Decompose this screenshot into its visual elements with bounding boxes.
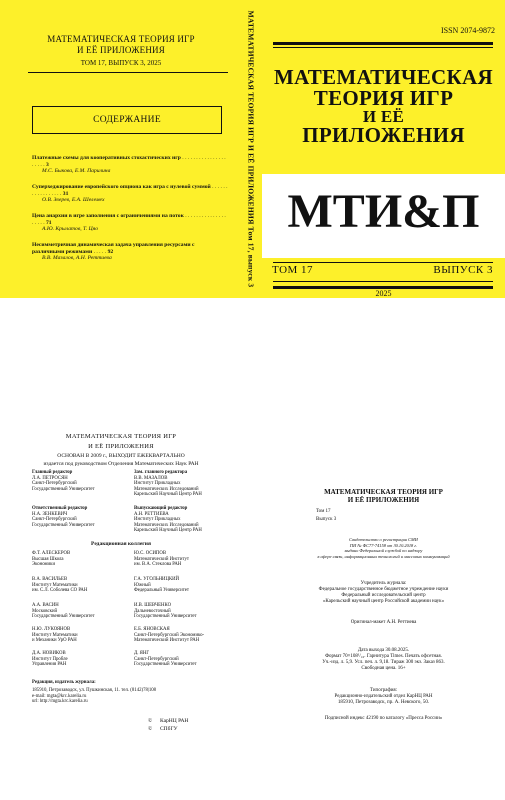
board-line: Санкт-Петербургский bbox=[134, 656, 179, 662]
board-line: Д. ЯНГ bbox=[134, 651, 150, 656]
subscription-index: Подписной индекс 42190 по каталогу «Пресса России» bbox=[324, 716, 443, 721]
editor-line: Математических Исследований bbox=[134, 486, 199, 492]
registration-line: выдано Федеральной службой по надзору bbox=[344, 548, 423, 554]
board-member bbox=[32, 603, 127, 620]
registration-block bbox=[262, 537, 505, 559]
divider bbox=[273, 281, 493, 282]
editor-line: А.Н. РЕТТИЕВА bbox=[134, 511, 169, 517]
editor-line: Институт Прикладных bbox=[134, 517, 181, 523]
founder-line: «Карельский научный центр Российской академии наук» bbox=[322, 599, 445, 604]
url-link[interactable]: url: http://mgta.krc.karelia.ru bbox=[32, 699, 88, 705]
board-member bbox=[134, 651, 234, 668]
board-member bbox=[32, 577, 127, 594]
editor-line: Математических Исследований bbox=[134, 522, 199, 528]
editor-role: Ответственный редактор bbox=[32, 506, 88, 511]
publication-year: 2025 bbox=[375, 289, 392, 298]
board-line: Математический Институт bbox=[134, 556, 189, 562]
back-cover-title-1: МАТЕМАТИЧЕСКАЯ ТЕОРИЯ ИГР bbox=[47, 34, 195, 44]
address-heading: Редакция, издатель журнала: bbox=[32, 680, 96, 685]
imprint-title-2: И ЕЁ ПРИЛОЖЕНИЯ bbox=[347, 496, 420, 504]
back-cover-title-2: И ЕЁ ПРИЛОЖЕНИЯ bbox=[77, 45, 165, 55]
toc-page: 3 bbox=[45, 161, 49, 168]
copyright-1 bbox=[148, 718, 188, 725]
cover-title-3: И ЕЁ bbox=[362, 107, 405, 126]
registration-line: Свидетельство о регистрации СМИ bbox=[349, 537, 418, 542]
registration-line: ПИ № ФС77-74158 от 30.10.2018 г. bbox=[349, 542, 418, 548]
contents-heading: СОДЕРЖАНИЕ bbox=[32, 106, 222, 134]
address-line: 185910, Петрозаводск, ул. Пушкинская, 11. тел. (8142)78|108 bbox=[32, 688, 157, 693]
board-member bbox=[134, 551, 234, 568]
address-block bbox=[32, 688, 232, 705]
board-line: Институт Математики bbox=[32, 582, 78, 588]
copyright-holder: КарНЦ РАН bbox=[160, 718, 189, 724]
editor-line: Санкт-Петербургский bbox=[32, 517, 77, 523]
board-line: Институт Пробле bbox=[32, 656, 68, 662]
cover-volume: ТОМ 17 bbox=[272, 264, 314, 276]
divider bbox=[273, 47, 493, 48]
board-line: Г.А. УГОЛЬНИЦКИЙ bbox=[134, 577, 180, 582]
editor-line: Карельский Научный Центр РАН bbox=[134, 492, 202, 498]
inner-title-1: МАТЕМАТИЧЕСКАЯ ТЕОРИЯ ИГР bbox=[65, 433, 177, 440]
board-member bbox=[32, 627, 127, 644]
founder-block bbox=[262, 581, 505, 605]
print-line: Дата выхода 30.08.2025. bbox=[357, 648, 410, 653]
board-line: Экономики bbox=[32, 562, 56, 568]
copyright-2 bbox=[148, 726, 178, 733]
board-line: И.В. ШЕВЧЕНКО bbox=[134, 603, 172, 608]
board-line: Государственный Университет bbox=[134, 662, 197, 668]
print-line: Уч.-изд. л. 5,9. Усл. печ. л. 9,18. Тираж 300 экз. Заказ 863. bbox=[322, 660, 445, 665]
board-heading: Редакционная коллегия bbox=[91, 541, 151, 547]
printer-line: Редакционно-издательский отдел КарНЦ РАН bbox=[334, 694, 433, 699]
cover-title-1: МАТЕМАТИЧЕСКАЯ bbox=[274, 65, 493, 89]
board-line: им. В.А. Стеклова РАН bbox=[134, 562, 182, 568]
journal-logo: МТИ&П bbox=[287, 185, 480, 238]
founder-line: Федеральное государственное бюджетное учреждение науки bbox=[318, 587, 449, 592]
board-line: Институт Математики bbox=[32, 632, 78, 638]
toc-page: 71 bbox=[45, 219, 52, 226]
print-line: Формат 70×108¹/₁₆. Гарнитура Times. Печать офсетная. bbox=[325, 654, 442, 659]
editor-role: Выпускающий редактор bbox=[134, 506, 188, 511]
toc-title: Несимметричная динамическая задача управления ресурсами с различными режимами bbox=[32, 242, 195, 255]
board-line: Южный bbox=[134, 582, 151, 588]
editor-line: Л.А. ПЕТРОСЯН bbox=[32, 475, 68, 481]
editor-block bbox=[32, 506, 127, 528]
board-line: Государственный Университет bbox=[134, 614, 197, 620]
toc-authors: А.Ю. Крылатов, Т. Цяо bbox=[42, 226, 99, 233]
board-member bbox=[134, 577, 234, 594]
board-line: Московский bbox=[32, 608, 58, 614]
editor-line: Н.А. ЗЕНКЕВИЧ bbox=[32, 511, 68, 517]
board-line: Ю.С. ОСИПОВ bbox=[134, 551, 167, 556]
board-member bbox=[32, 651, 127, 668]
toc-item[interactable]: Платежные схемы для кооперативных стохастических игр . . . . . . . . . . . . . . . . . . . . . 3 М.С. Быкова, Е.М. Парилина bbox=[32, 155, 228, 175]
spine-label bbox=[242, 0, 260, 298]
toc-page: 92 bbox=[107, 248, 114, 255]
cover-title-2: ТЕОРИЯ ИГР bbox=[313, 86, 454, 110]
imprint-issue: Выпуск 3 bbox=[316, 517, 337, 522]
board-member bbox=[134, 627, 234, 644]
divider bbox=[273, 42, 493, 45]
board-line: Математический Институт РАН bbox=[134, 638, 200, 644]
printer-line: Типография: bbox=[369, 688, 398, 693]
divider bbox=[28, 72, 228, 73]
board-line: Ф.Т. АЛЕСКЕРОВ bbox=[32, 551, 71, 556]
editor-line: Государственный Университет bbox=[32, 486, 95, 492]
spine-text: МАТЕМАТИЧЕСКАЯ ТЕОРИЯ ИГР И ЕЁ ПРИЛОЖЕНИЯ Том 17, выпуск 3 bbox=[246, 10, 256, 288]
editor-block bbox=[32, 470, 127, 492]
board-line: Государственный Университет bbox=[32, 614, 95, 620]
board-member bbox=[32, 551, 127, 568]
toc-authors: В.В. Мазалов, А.Н. Реттиева bbox=[42, 255, 112, 262]
divider bbox=[273, 262, 493, 263]
editor-line: Санкт-Петербургский bbox=[32, 481, 77, 487]
editor-block bbox=[134, 470, 234, 498]
copyright-holder: СПбГУ bbox=[160, 726, 178, 732]
board-line: Н.Ю. ЛУКОЯНОВ bbox=[32, 627, 71, 632]
editor-block bbox=[134, 506, 234, 534]
email-link[interactable]: e-mail: mgta@krc.karelia.ru bbox=[32, 693, 87, 699]
toc-title: Цена анархии в игре заполнения с ограничениями на поток bbox=[32, 213, 184, 219]
issn: ISSN 2074-9872 bbox=[440, 26, 495, 35]
editor-line: Институт Прикладных bbox=[134, 481, 181, 487]
toc-authors: О.В. Зверев, Е.А. Шелемех bbox=[42, 197, 105, 204]
founder-line: Федеральный исследовательский центр bbox=[341, 593, 426, 598]
inner-title-2: И ЕЁ ПРИЛОЖЕНИЯ bbox=[88, 443, 154, 450]
cover-issue: ВЫПУСК 3 bbox=[433, 264, 493, 276]
toc-item[interactable]: Суперхеджирование европейского опциона как игра с нулевой суммой . . . . . . . . . . . . . . . . . 31 О.В. Зверев, Е.А. Шелемех bbox=[32, 184, 228, 204]
copyright-icon: © bbox=[148, 726, 153, 732]
printer-block bbox=[262, 688, 505, 706]
board-line: Управления РАН bbox=[32, 662, 67, 668]
board-line: Санкт-Петербургский Экономико- bbox=[134, 632, 205, 638]
board-member bbox=[134, 603, 234, 620]
registration-line: в сфере связи, информационных технологий и массовых коммуникаций bbox=[317, 553, 450, 559]
board-line: им. С.Л. Соболева СО РАН bbox=[32, 588, 88, 594]
board-line: В.А. ВАСИЛЬЕВ bbox=[32, 577, 68, 582]
editor-line: Государственный Университет bbox=[32, 522, 95, 528]
imprint-volume: Том 17 bbox=[316, 509, 331, 514]
editor-line: Карельский Научный Центр РАН bbox=[134, 528, 202, 534]
back-cover-issue: ТОМ 17, ВЫПУСК 3, 2025 bbox=[80, 59, 162, 67]
toc-item[interactable]: Несимметричная динамическая задача управления ресурсами с различными режимами . . . . . 92 В.В. Мазалов, А.Н. Реттиева bbox=[32, 242, 228, 262]
board-line: и Механики УрО РАН bbox=[32, 638, 77, 644]
publisher-note: издается под руководством Отделения Математических Наук РАН bbox=[43, 461, 199, 467]
board-line: Дальневосточный bbox=[134, 608, 171, 614]
toc-page: 31 bbox=[62, 190, 69, 197]
toc-title: Платежные схемы для кооперативных стохастических игр bbox=[32, 155, 181, 161]
editor-role: Главный редактор bbox=[32, 470, 73, 475]
board-line: А.А. ВАСИН bbox=[32, 603, 59, 608]
imprint-title-1: МАТЕМАТИЧЕСКАЯ ТЕОРИЯ ИГР bbox=[324, 488, 443, 496]
board-line: Федеральный Университет bbox=[134, 588, 190, 594]
layout-credit: Оригинал-макет А.Н. Реттиева bbox=[350, 620, 417, 625]
cover-title-4: ПРИЛОЖЕНИЯ bbox=[302, 123, 465, 147]
editor-role: Зам. главного редактора bbox=[134, 470, 188, 475]
editor-line: В.В. МАЗАЛОВ bbox=[134, 475, 168, 481]
board-line: Е.Б. ЯНОВСКАЯ bbox=[134, 627, 170, 632]
board-line: Высшая Школа bbox=[32, 556, 64, 562]
founder-line: Учредитель журнала: bbox=[360, 581, 407, 586]
toc-title: Суперхеджирование европейского опциона как игра с нулевой суммой bbox=[32, 184, 211, 190]
toc-item[interactable]: Цена анархии в игре заполнения с ограничениями на поток . . . . . . . . . . . . . . . . . . . . 71 А.Ю. Крылатов, Т. Цяо bbox=[32, 213, 228, 233]
copyright-icon: © bbox=[148, 718, 153, 724]
print-block bbox=[262, 648, 505, 672]
founded-note: ОСНОВАН В 2009 г., ВЫХОДИТ ЕЖЕКВАРТАЛЬНО bbox=[57, 453, 185, 459]
printer-line: 185910, Петрозаводск, пр. А. Невского, 50. bbox=[337, 700, 430, 705]
toc-authors: М.С. Быкова, Е.М. Парилина bbox=[42, 168, 111, 175]
print-line: Свободная цена. 16+ bbox=[361, 666, 406, 671]
board-line: Д.А. НОВИКОВ bbox=[32, 651, 66, 656]
